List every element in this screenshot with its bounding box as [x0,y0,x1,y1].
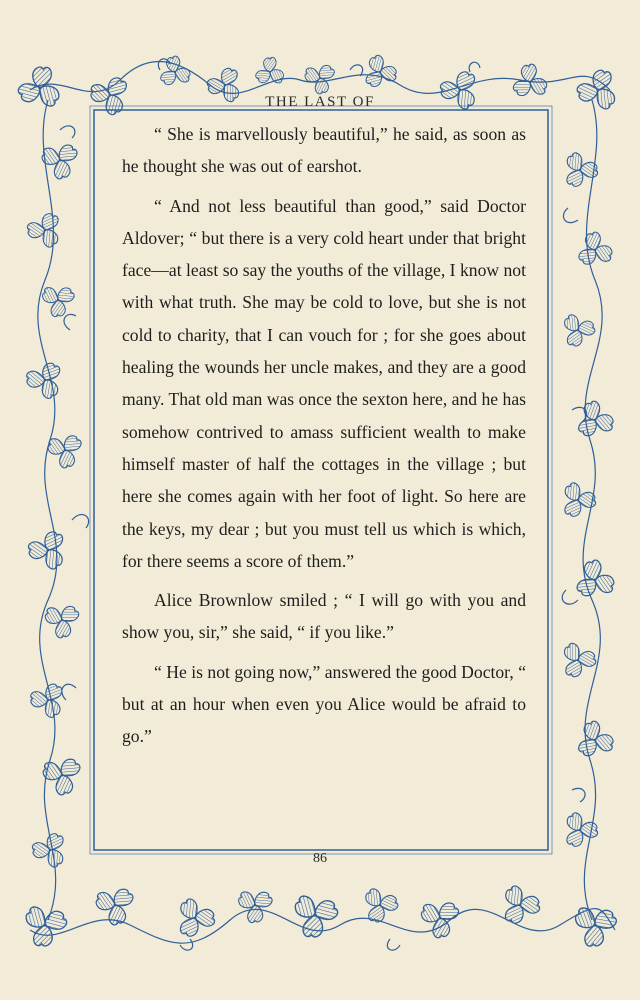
paragraph-1: “ She is marvellously beautiful,” he said, as soon as he thought she was out of earshot. [122,124,526,177]
clover-left-column [25,138,85,872]
running-header: THE LAST OF [265,94,375,110]
paragraph-3: Alice Brownlow smiled ; “ I will go with you and show you, sir,” she said, “ if you like.” [122,590,526,643]
clover-right-column [557,148,618,851]
clover-bottom-row [23,880,620,948]
paragraph-4: “ He is not going now,” answered the good Doctor, “ but at an hour when even you Alice would be afraid to go.” [122,661,526,747]
page-number: 86 [313,851,327,866]
body-text [122,118,526,760]
paragraph-2: “ And not less beautiful than good,” said Doctor Aldover; “ but there is a very cold heart under that bright face—at least so say the youths of the village, I know not with what truth. She may be cold to love, but she is not cold to charity, that I can vouch for ; for she goes about healing the wounds her uncle makes, and they are a good many. That old man was once the sexton here, and he has somehow contrived to amass sufficient wealth to make himself master of half the cottages in the village ; but here she comes again with her foot of light. So here are the keys, my dear ; but you must tell us which is which, for there seems a score of them.” [122,195,526,571]
